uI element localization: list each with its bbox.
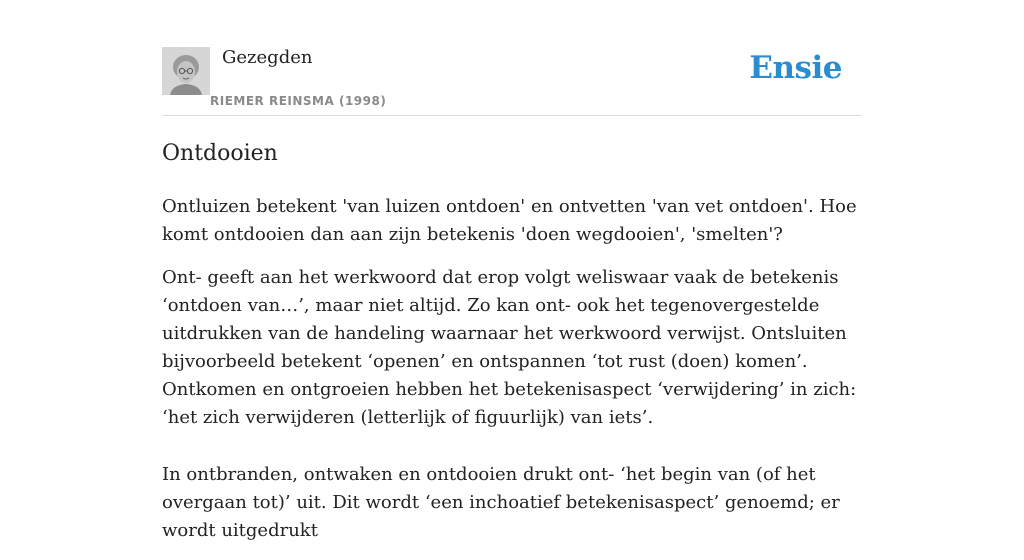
author-meta: RIEMER REINSMA (1998) [210,94,387,108]
site-header [162,44,862,116]
article-paragraph-3: In ontbranden, ontwaken en ontdooien drukt ont- ‘het begin van (of het overgaan tot)’ uit. Dit wordt ‘een inchoatief betekenisaspect’ genoemd; er wordt uitgedrukt [162,464,840,541]
brand-logo[interactable]: Ensie [749,50,842,86]
article-title: Ontdooien [162,141,278,166]
author-portrait-icon [162,47,210,95]
article-paragraph-2: Ont- geeft aan het werkwoord dat erop volgt weliswaar vaak de betekenis ‘ontdoen van…’, maar niet altijd. Zo kan ont- ook het tegenovergestelde uitdrukken van de handeling waarnaar het werkwoord verwijst. Ontsluiten bijvoorbeeld betekent ‘openen’ en ontspannen ‘tot rust (doen) komen’. Ontkomen en ontgroeien hebben het betekenisaspect ‘verwijdering’ in zich: ‘het zich verwijderen (letterlijk of figuurlijk) van iets’. [162,267,857,428]
article-paragraph-1: Ontluizen betekent 'van luizen ontdoen' en ontvetten 'van vet ontdoen'. Hoe komt ontdooien dan aan zijn betekenis 'doen wegdooien', 'smelten'? [162,196,857,245]
article-content [162,138,862,560]
dictionary-name[interactable]: Gezegden [222,47,313,68]
author-avatar[interactable] [162,47,210,95]
